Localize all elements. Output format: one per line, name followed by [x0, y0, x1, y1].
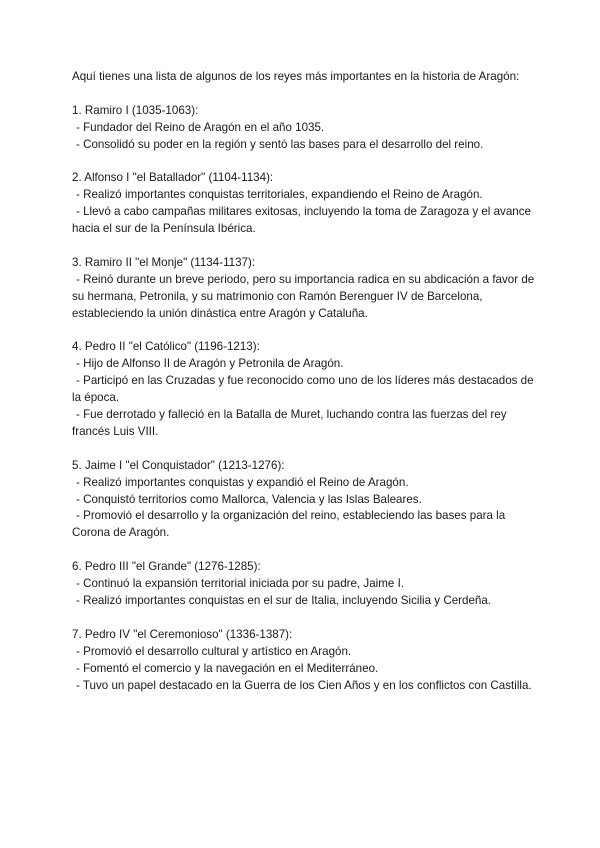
- king-heading: 7. Pedro IV "el Ceremonioso" (1336-1387):: [72, 627, 293, 641]
- king-point: - Fundador del Reino de Aragón en el año 1035.: [76, 120, 325, 134]
- king-point: - Fue derrotado y falleció en la Batalla de Muret, luchando contra las fuerzas del rey francés Luis VIII.: [72, 408, 507, 438]
- king-section-1: [72, 103, 542, 154]
- king-point: - Realizó importantes conquistas y expandió el Reino de Aragón.: [76, 475, 409, 489]
- king-heading: 3. Ramiro II "el Monje" (1134-1137):: [72, 255, 256, 269]
- king-section-3: [72, 255, 542, 323]
- king-point: - Conquistó territorios como Mallorca, Valencia y las Islas Baleares.: [76, 492, 422, 506]
- king-point: - Realizó importantes conquistas territoriales, expandiendo el Reino de Aragón.: [76, 188, 483, 202]
- king-point: - Realizó importantes conquistas en el sur de Italia, incluyendo Sicilia y Cerdeña.: [76, 594, 492, 607]
- king-point: - Promovió el desarrollo y la organización del reino, estableciendo las bases para la Corona de Aragón.: [72, 509, 506, 540]
- king-point: - Continuó la expansión territorial iniciada por su padre, Jaime I.: [76, 577, 405, 591]
- king-point: - Participó en las Cruzadas y fue reconocido como uno de los líderes más destacados de la época.: [72, 374, 534, 405]
- king-point: - Tuvo un papel destacado en la Guerra de los Cien Años y en los conflictos con Castilla.: [76, 678, 532, 692]
- king-point: - Llevó a cabo campañas militares exitosas, incluyendo la toma de Zaragoza y el avance hacia el sur de la Península Ibérica.: [72, 205, 531, 236]
- king-section-2: [72, 170, 542, 238]
- document-page: [72, 69, 542, 711]
- king-point: - Promovió el desarrollo cultural y artístico en Aragón.: [76, 644, 352, 658]
- king-section-5: [72, 458, 542, 543]
- king-point: - Fomentó el comercio y la navegación en el Mediterráneo.: [76, 661, 379, 675]
- king-heading: 2. Alfonso I "el Batallador" (1104-1134):: [72, 171, 274, 185]
- king-heading: 6. Pedro III "el Grande" (1276-1285):: [72, 560, 261, 574]
- king-heading: 4. Pedro II "el Católico" (1196-1213):: [72, 340, 260, 354]
- king-section-7: [72, 627, 542, 695]
- king-heading: 5. Jaime I "el Conquistador" (1213-1276):: [72, 458, 285, 472]
- king-point: - Reinó durante un breve periodo, pero su importancia radica en su abdicación a favor de su hermana, Petronila, y su matrimonio con Ramón Berenguer IV de Barcelona, estableciendo la unión dinástica entre Aragón y Cataluña.: [72, 272, 535, 320]
- king-section-4: [72, 339, 542, 440]
- intro-text: Aquí tienes una lista de algunos de los reyes más importantes en la historia de Aragón:: [72, 70, 520, 83]
- king-point: - Consolidó su poder en la región y sentó las bases para el desarrollo del reino.: [76, 137, 484, 151]
- king-point: - Hijo de Alfonso II de Aragón y Petronila de Aragón.: [76, 357, 344, 371]
- king-section-6: [72, 559, 542, 610]
- king-heading: 1. Ramiro I (1035-1063):: [72, 103, 199, 117]
